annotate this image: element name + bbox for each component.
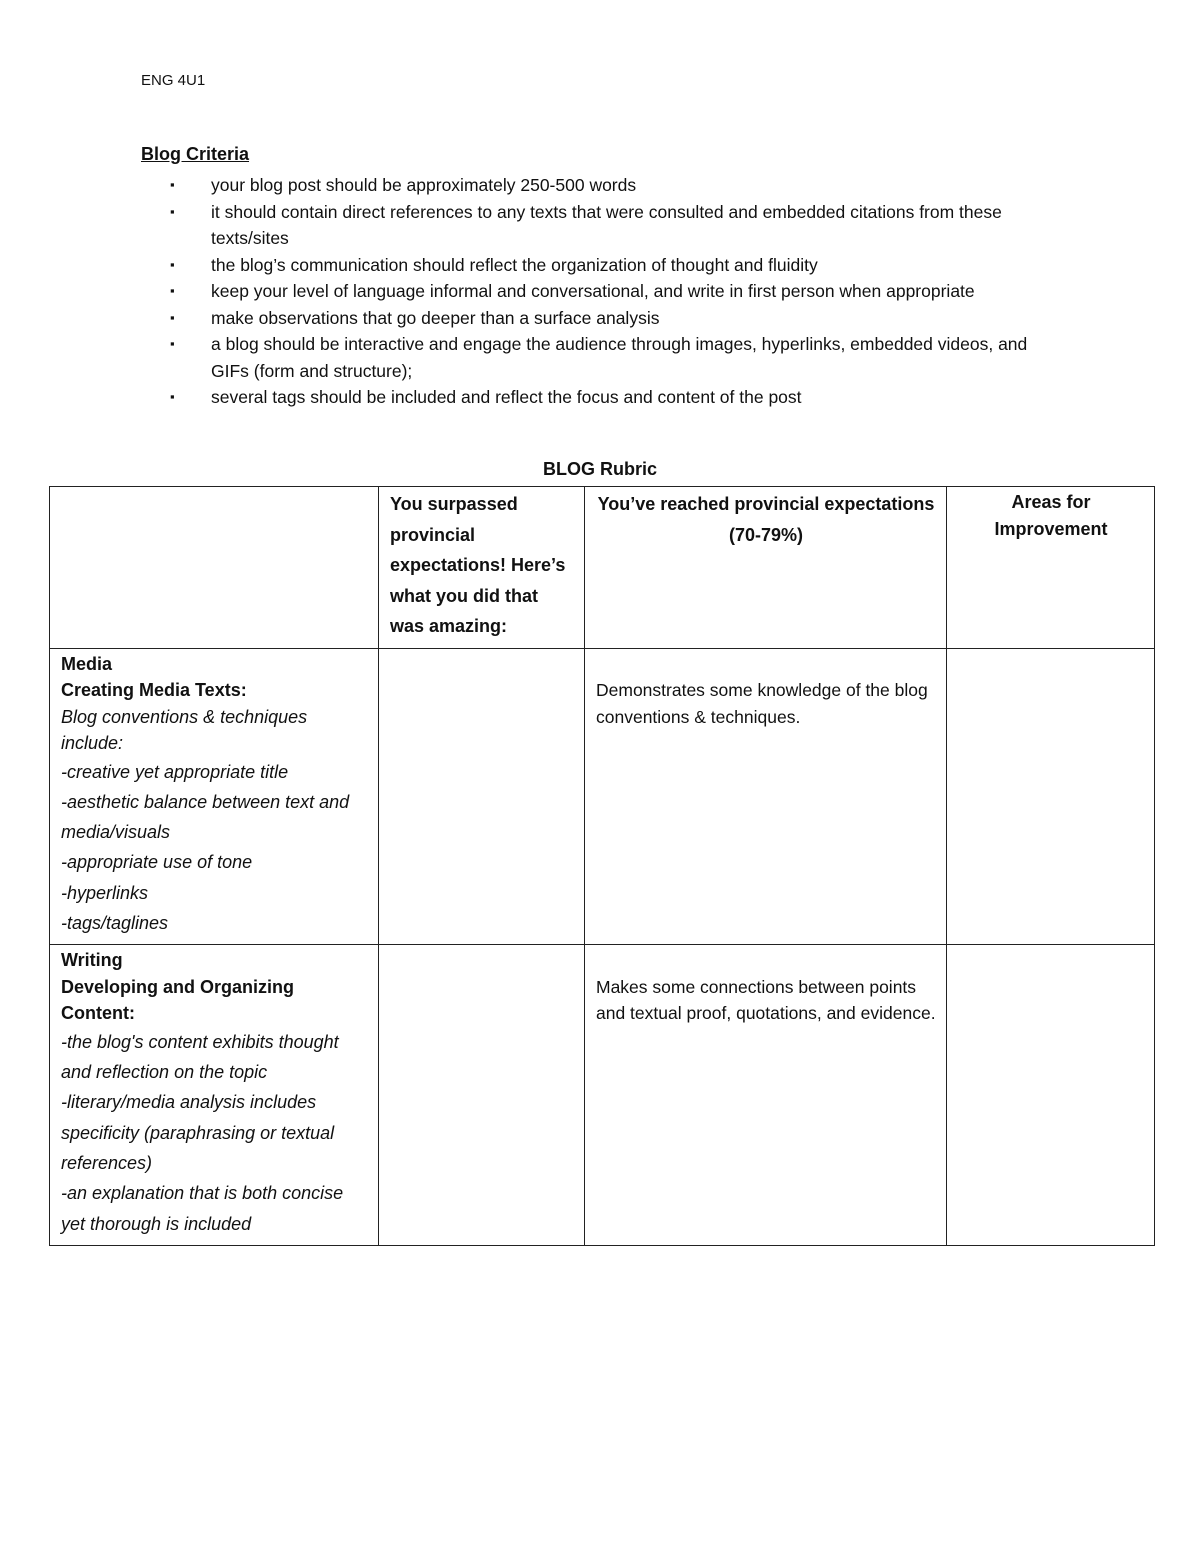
row-category: Media — [61, 653, 113, 674]
row-point: -literary/media analysis includes specificity (paraphrasing or textual references) — [61, 1092, 335, 1173]
criteria-item-text: a blog should be interactive and engage the audience through images, hyperlinks, embedded videos, and GIFs (form and structure); — [211, 334, 1028, 381]
header-blank-cell — [50, 487, 379, 649]
criteria-item-text: it should contain direct references to any texts that were consulted and embedded citations from these texts/sites — [211, 201, 1002, 248]
rubric-title: BLOG Rubric — [542, 459, 657, 479]
row-point: -appropriate use of tone — [61, 852, 253, 873]
criteria-item — [170, 305, 1040, 332]
bullet-icon: ▪ — [170, 309, 175, 325]
criteria-item-text: several tags should be included and reflect the focus and content of the post — [211, 387, 802, 407]
rubric-table — [49, 486, 1155, 1246]
criteria-item — [170, 331, 1040, 384]
row-point: -an explanation that is both concise yet thorough is included — [61, 1183, 344, 1234]
improvement-cell-media — [947, 648, 1155, 945]
criteria-heading: Blog Criteria — [141, 144, 250, 164]
rubric-row-media — [50, 648, 1155, 945]
row-point: -aesthetic balance between text and media/visuals — [61, 791, 350, 843]
bullet-icon: ▪ — [170, 283, 175, 298]
row-point: -creative yet appropriate title — [61, 761, 289, 782]
criteria-item — [170, 172, 1040, 199]
criteria-list — [170, 172, 1040, 411]
bullet-icon: ▪ — [170, 203, 175, 219]
criteria-item-text: make observations that go deeper than a surface analysis — [211, 307, 660, 328]
row-point: -hyperlinks — [61, 882, 149, 903]
criteria-item-text: the blog’s communication should reflect the organization of thought and fluidity — [211, 254, 818, 275]
criteria-item — [170, 278, 1040, 305]
criteria-cell-writing — [50, 945, 379, 1246]
reached-cell-media — [585, 648, 947, 945]
header-reached-range: (70-79%) — [728, 524, 804, 545]
bullet-icon: ▪ — [170, 256, 175, 272]
criteria-item-text: keep your level of language informal and conversational, and write in first person when appropriate — [211, 281, 975, 301]
header-surpassed: You surpassed provincial expectations! Here’s what you did that was amazing: — [379, 487, 585, 649]
criteria-item-text: your blog post should be approximately 250-500 words — [211, 175, 637, 195]
row-subcategory: Developing and Organizing Content: — [61, 976, 295, 1024]
criteria-item — [170, 252, 1040, 279]
row-point: -tags/taglines — [61, 912, 169, 933]
cell-spacer — [596, 651, 936, 678]
reached-desc: Demonstrates some knowledge of the blog conventions & techniques. — [596, 680, 928, 727]
row-category: Writing — [61, 950, 123, 971]
course-code: ENG 4U1 — [141, 72, 206, 89]
row-subcategory: Creating Media Texts: — [61, 680, 247, 700]
surpassed-cell-media — [379, 648, 585, 945]
criteria-cell-media — [50, 648, 379, 945]
surpassed-cell-writing — [379, 945, 585, 1246]
rubric-row-writing — [50, 945, 1155, 1246]
cell-spacer — [596, 947, 936, 974]
bullet-icon: ▪ — [170, 389, 175, 404]
header-reached-label: You’ve reached provincial expectations — [597, 494, 935, 514]
criteria-item — [170, 199, 1040, 252]
reached-desc: Makes some connections between points and textual proof, quotations, and evidence. — [596, 976, 936, 1024]
header-improvement: Areas for Improvement — [947, 487, 1155, 649]
reached-cell-writing — [585, 945, 947, 1246]
improvement-cell-writing — [947, 945, 1155, 1246]
criteria-item — [170, 384, 1040, 411]
row-intro: Blog conventions & techniques include: — [61, 706, 308, 753]
header-reached — [585, 487, 947, 649]
bullet-icon: ▪ — [170, 336, 175, 351]
row-point: -the blog's content exhibits thought and reflection on the topic — [61, 1031, 339, 1083]
bullet-icon: ▪ — [170, 177, 175, 192]
rubric-header-row — [50, 487, 1155, 649]
